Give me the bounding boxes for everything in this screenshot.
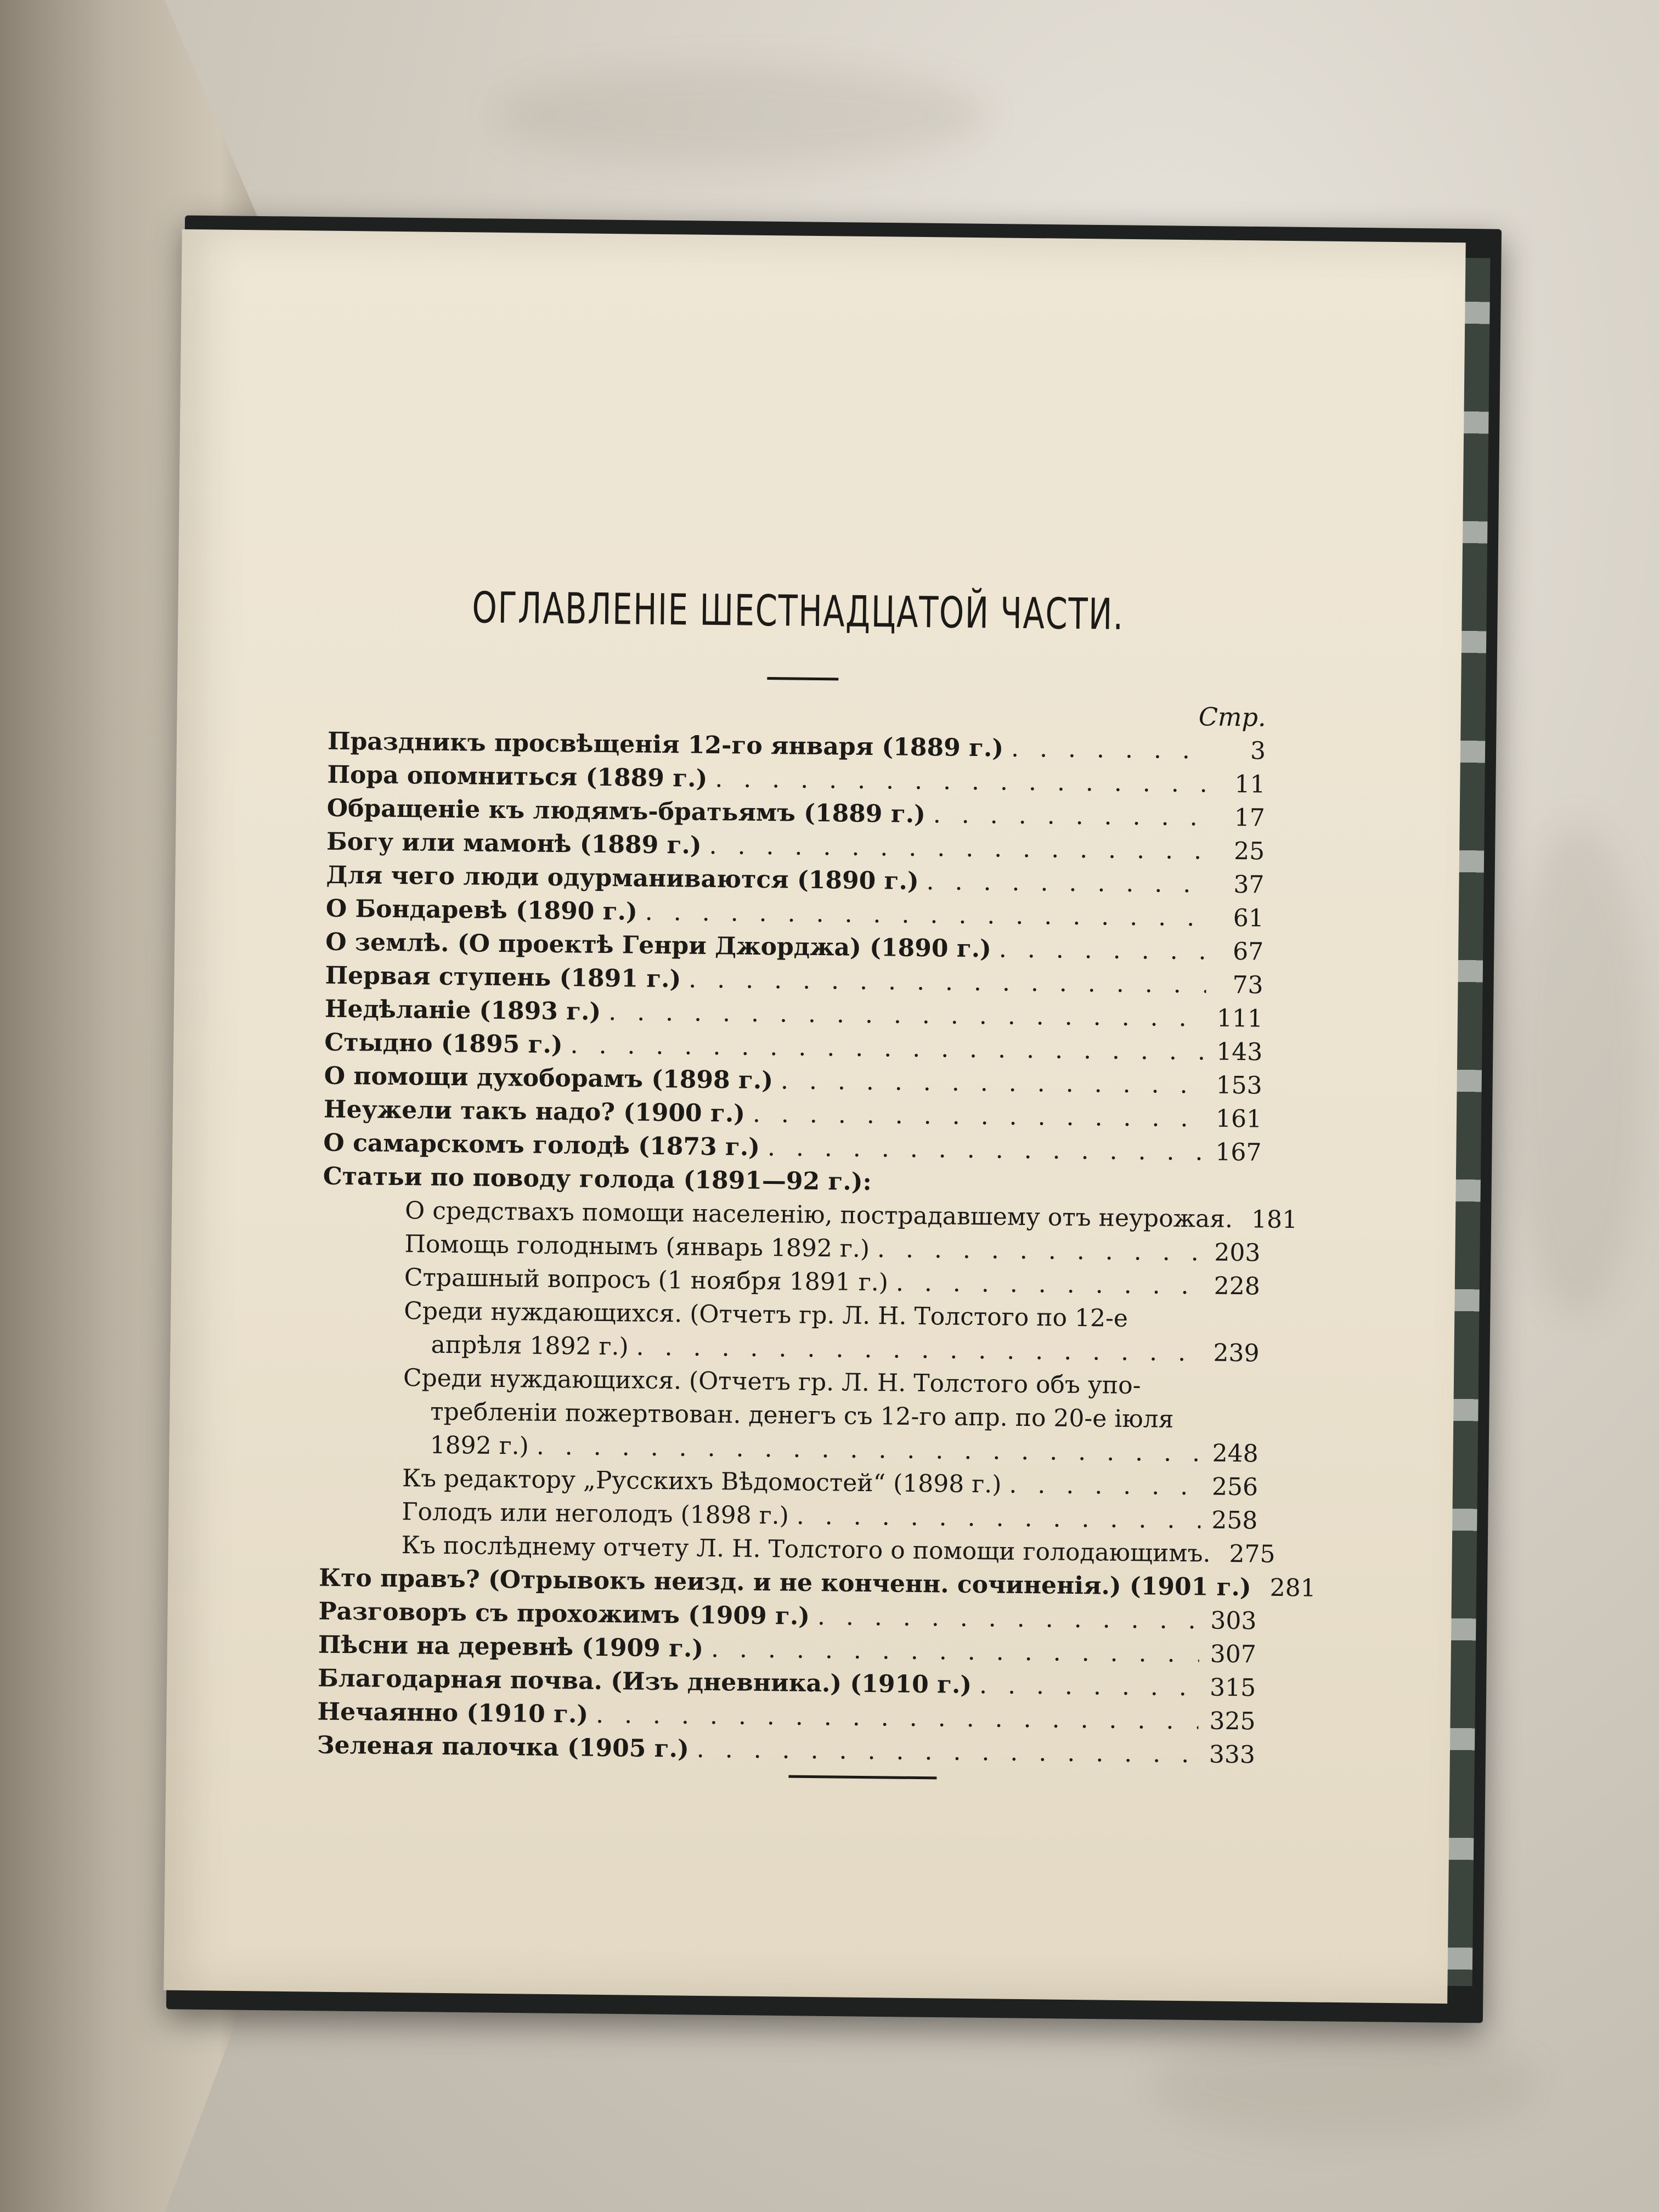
dot-leader xyxy=(645,895,1207,935)
toc-entry-title: Среди нуждающихся. (Отчетъ гр. Л. Н. Толстого по 12-е xyxy=(403,1297,1128,1333)
toc-entry-page xyxy=(1209,1428,1259,1429)
toc-entry-title: Статьи по поводу голода (1891—92 г.): xyxy=(323,1162,872,1197)
toc-list xyxy=(317,725,1316,1772)
toc-entry-page: 281 xyxy=(1269,1573,1316,1602)
toc-entry-page: 256 xyxy=(1211,1472,1259,1502)
dot-leader xyxy=(1009,1468,1201,1504)
toc-entry-title: Помощь голоднымъ (январь 1892 г.) xyxy=(404,1230,870,1263)
toc-entry-page: 11 xyxy=(1234,770,1266,799)
toc-entry-page: 143 xyxy=(1216,1037,1263,1066)
toc-entry-title: Неужели такъ надо? (1900 г.) xyxy=(323,1095,746,1128)
toc-entry-title: Обращеніе къ людямъ-братьямъ (1889 г.) xyxy=(326,794,926,829)
bottom-divider xyxy=(788,1775,936,1780)
toc-entry-title: Первая ступень (1891 г.) xyxy=(325,961,681,994)
dot-leader xyxy=(636,1330,1202,1370)
toc-entry-page: 111 xyxy=(1216,1004,1263,1033)
toc-entry-title: требленіи пожертвован. денегъ съ 12-го апр. по 20-е іюля xyxy=(430,1397,1174,1434)
toc-entry-page: 61 xyxy=(1233,904,1265,933)
toc-entry-title: О Бондаревѣ (1890 г.) xyxy=(325,894,638,926)
toc-entry-title: Пѣсни на деревнѣ (1909 г.) xyxy=(318,1630,704,1663)
dot-leader xyxy=(715,762,1209,800)
dot-leader xyxy=(711,1632,1199,1671)
book-page xyxy=(163,229,1465,2004)
toc-entry-page: 239 xyxy=(1213,1339,1260,1368)
toc-entry-title: Праздникъ просвѣщенія 12-го января (1889 г.) xyxy=(327,727,1004,763)
toc-entry-title: О самарскомъ голодѣ (1873 г.) xyxy=(323,1128,760,1161)
toc-entry-title: Голодъ или неголодъ (1898 г.) xyxy=(402,1498,789,1530)
dot-leader xyxy=(1240,1203,1241,1236)
toc-entry-title: Для чего люди одурманиваются (1890 г.) xyxy=(326,861,919,895)
toc-entry-page: 325 xyxy=(1209,1707,1256,1736)
dot-leader xyxy=(596,1698,1199,1737)
toc-entry-title: О землѣ. (О проектѣ Генри Джорджа) (1890 г.) xyxy=(325,928,992,963)
toc-entry-page: 153 xyxy=(1216,1071,1262,1100)
dot-leader xyxy=(781,1064,1205,1102)
toc-entry-title: Недѣланіе (1893 г.) xyxy=(324,995,601,1026)
dot-leader xyxy=(689,963,1206,1002)
dot-leader xyxy=(926,865,1207,901)
toc-entry-title: Пора опомниться (1889 г.) xyxy=(327,760,708,793)
dot-leader xyxy=(753,1097,1205,1136)
toc-entry-title: О средствахъ помощи населенію, пострадавшему отъ неурожая. xyxy=(404,1197,1233,1233)
toc-entry-page: 248 xyxy=(1212,1439,1259,1468)
title-divider xyxy=(767,677,838,680)
toc-entry-page: 228 xyxy=(1214,1272,1261,1301)
toc-entry-title: Къ послѣднему отчету Л. Н. Толстого о помощи голодающимъ. xyxy=(401,1531,1211,1568)
toc-entry-page: 333 xyxy=(1209,1740,1256,1769)
dot-leader xyxy=(877,1232,1204,1269)
toc-entry-page: 315 xyxy=(1209,1673,1256,1702)
toc-entry-title: Благодарная почва. (Изъ дневника.) (1910 г.) xyxy=(317,1664,972,1700)
dot-leader xyxy=(709,829,1207,868)
toc-entry-title: О помощи духоборамъ (1898 г.) xyxy=(324,1062,774,1095)
toc-entry-page: 303 xyxy=(1210,1606,1257,1635)
toc-entry-page: 73 xyxy=(1232,970,1263,1000)
toc-entry-title: Страшный вопросъ (1 ноября 1891 г.) xyxy=(404,1263,889,1297)
toc-entry-title: Нечаянно (1910 г.) xyxy=(317,1697,589,1729)
toc-entry-page: 203 xyxy=(1214,1238,1261,1267)
dot-leader xyxy=(1011,732,1209,768)
dot-leader xyxy=(797,1499,1201,1537)
toc-entry-title: 1892 г.) xyxy=(430,1431,529,1460)
toc-entry-page: 161 xyxy=(1215,1104,1262,1133)
toc-entry-title: Кто правъ? (Отрывокъ неизд. и не конченн. сочиненія.) (1901 г.) xyxy=(318,1564,1251,1602)
dot-leader xyxy=(999,933,1207,968)
toc-entry-page: 275 xyxy=(1229,1539,1276,1568)
toc-entry-title: Разговоръ съ прохожимъ (1909 г.) xyxy=(318,1597,810,1630)
dot-leader xyxy=(768,1131,1205,1169)
toc-entry-page: 67 xyxy=(1232,937,1264,966)
toc-entry-page: 167 xyxy=(1215,1138,1262,1167)
toc-entry-title: Къ редактору „Русскихъ Вѣдомостей“ (1898 г.) xyxy=(402,1464,1002,1499)
toc-entry-page: 17 xyxy=(1234,803,1266,832)
toc-entry-page: 258 xyxy=(1211,1506,1258,1535)
toc-entry-page: 181 xyxy=(1251,1205,1298,1234)
toc-entry-title: Зеленая палочка (1905 г.) xyxy=(317,1731,690,1763)
toc-entry-page: 3 xyxy=(1250,737,1266,765)
toc-entry-title: Среди нуждающихся. (Отчетъ гр. Л. Н. Толстого объ упо- xyxy=(403,1364,1141,1400)
page-column-label: Стр. xyxy=(1198,702,1266,732)
dot-leader xyxy=(608,995,1206,1035)
toc-entry-page: 307 xyxy=(1210,1640,1257,1669)
dot-leader xyxy=(696,1733,1198,1771)
toc-entry-title: Богу или мамонѣ (1889 г.) xyxy=(326,827,702,860)
dot-leader xyxy=(979,1668,1199,1704)
dot-leader xyxy=(817,1600,1200,1637)
toc-entry-page: 25 xyxy=(1233,837,1265,866)
dot-leader xyxy=(933,798,1209,834)
toc-entry-title: Стыдно (1895 г.) xyxy=(324,1028,563,1059)
toc-entry-title: апрѣля 1892 г.) xyxy=(431,1330,629,1361)
page-title: ОГЛАВЛЕНІЕ ШЕСТНАДЦАТОЙ ЧАСТИ. xyxy=(472,583,1125,640)
toc-entry-page: 37 xyxy=(1233,870,1265,899)
dot-leader xyxy=(896,1266,1203,1303)
